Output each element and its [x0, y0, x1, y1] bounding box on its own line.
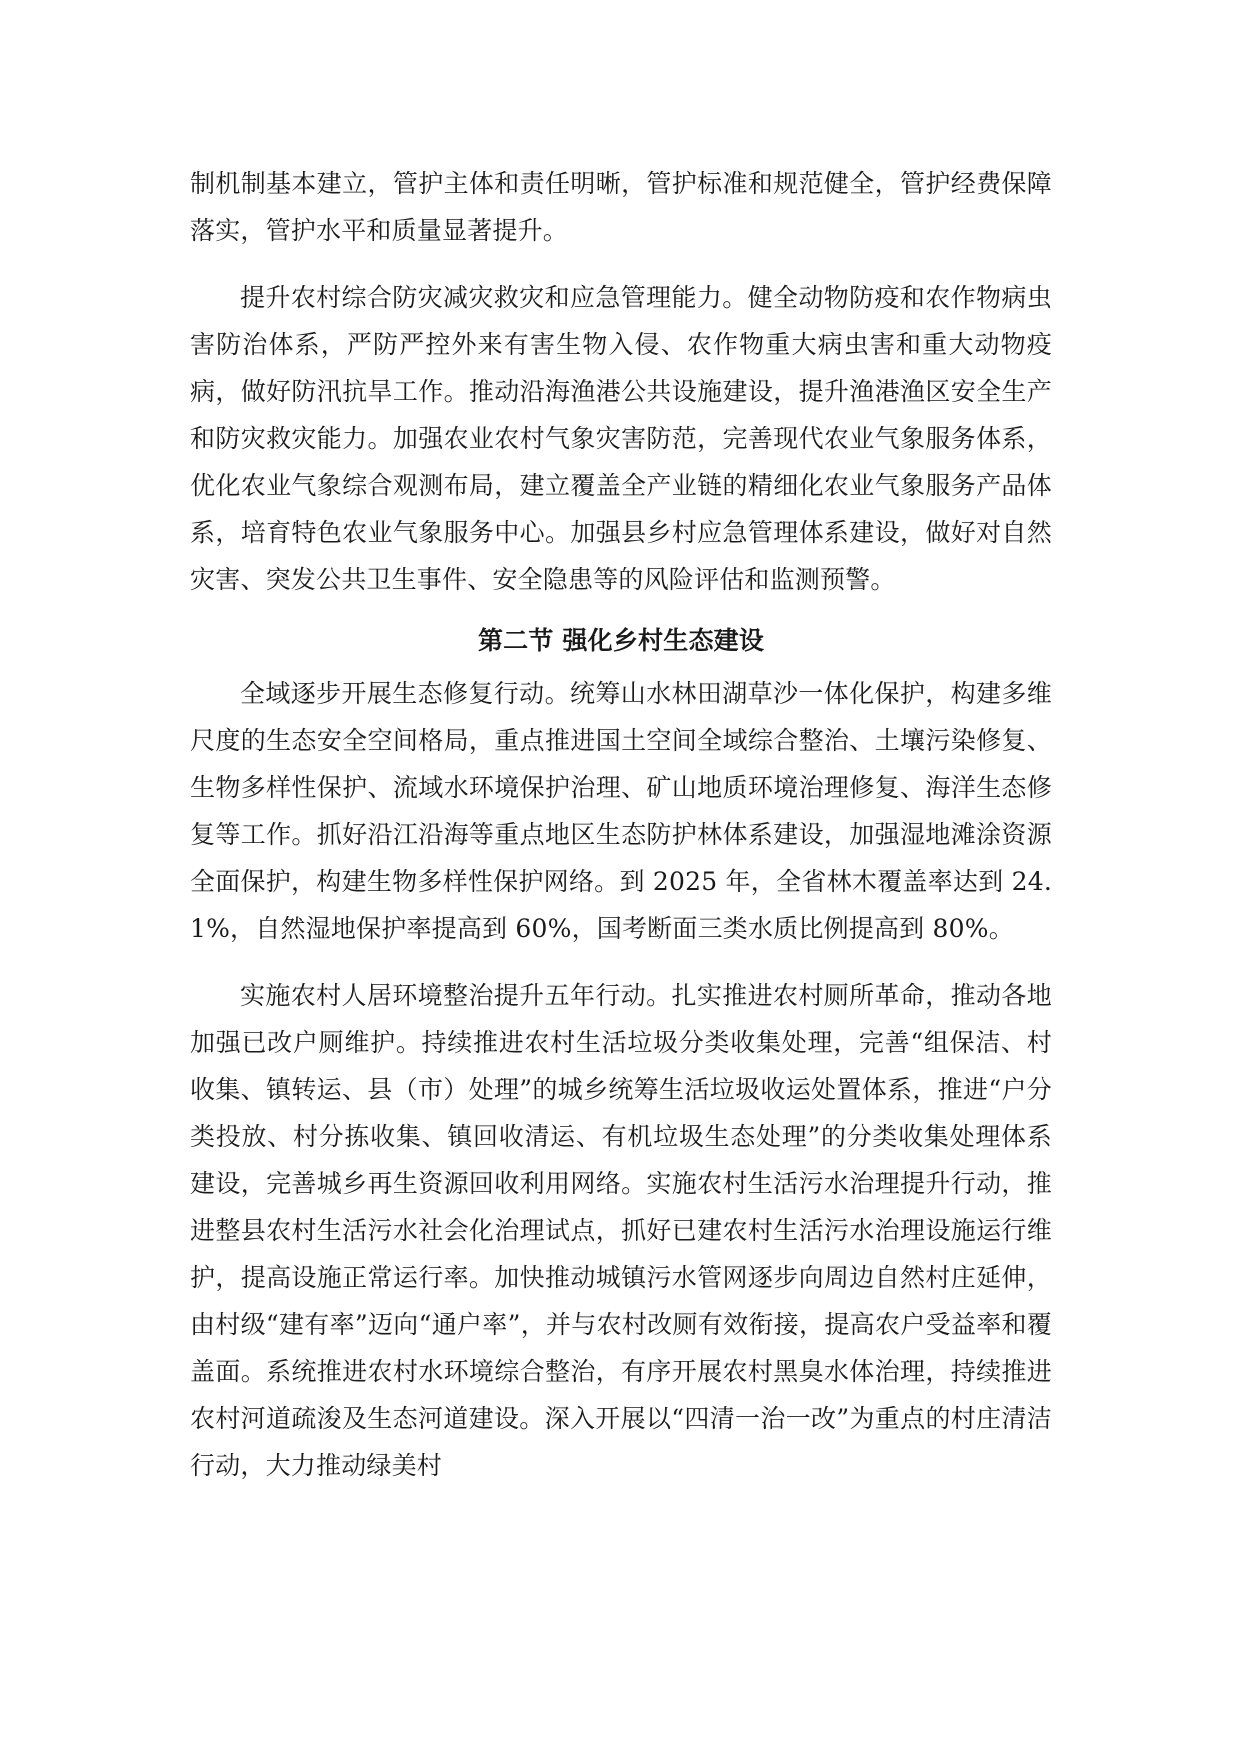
document-page [190, 160, 1052, 1489]
paragraph-continuation: 制机制基本建立，管护主体和责任明晰，管护标准和规范健全，管护经费保障落实，管护水平和质量显著提升。 [190, 169, 1052, 245]
paragraph-living-environment: 实施农村人居环境整治提升五年行动。扎实推进农村厕所革命，推动各地加强已改户厕维护。持续推进农村生活垃圾分类收集处理，完善“组保洁、村收集、镇转运、县（市）处理”的城乡统筹生活垃圾收运处置体系，推进“户分类投放、村分拣收集、镇回收清运、有机垃圾生态处理”的分类收集处理体系建设，完善城乡再生资源回收利用网络。实施农村生活污水治理提升行动，推进整县农村生活污水社会化治理试点，抓好已建农村生活污水治理设施运行维护，提高设施正常运行率。加快推动城镇污水管网逐步向周边自然村庄延伸，由村级“建有率”迈向“通户率”，并与农村改厕有效衔接，提高农户受益率和覆盖面。系统推进农村水环境综合整治，有序开展农村黑臭水体治理，持续推进农村河道疏浚及生态河道建设。深入开展以“四清一治一改”为重点的村庄清洁行动，大力推动绿美村 [190, 981, 1052, 1480]
section-title: 第二节 强化乡村生态建设 [477, 626, 765, 655]
paragraph-disaster-prevention: 提升农村综合防灾减灾救灾和应急管理能力。健全动物防疫和农作物病虫害防治体系，严防严控外来有害生物入侵、农作物重大病虫害和重大动物疫病，做好防汛抗旱工作。推动沿海渔港公共设施建设，提升渔港渔区安全生产和防灾救灾能力。加强农业农村气象灾害防范，完善现代农业气象服务体系，优化农业气象综合观测布局，建立覆盖全产业链的精细化农业气象服务产品体系，培育特色农业气象服务中心。加强县乡村应急管理体系建设，做好对自然灾害、突发公共卫生事件、安全隐患等的风险评估和监测预警。 [190, 283, 1052, 594]
paragraph-ecological-restoration: 全域逐步开展生态修复行动。统筹山水林田湖草沙一体化保护，构建多维尺度的生态安全空间格局，重点推进国土空间全域综合整治、土壤污染修复、生物多样性保护、流域水环境保护治理、矿山地质环境治理修复、海洋生态修复等工作。抓好沿江沿海等重点地区生态防护林体系建设，加强湿地滩涂资源全面保护，构建生物多样性保护网络。到 2025 年，全省林木覆盖率达到 24.1%，自然湿地保护率提高到 60%，国考断面三类水质比例提高到 80%。 [190, 679, 1052, 943]
